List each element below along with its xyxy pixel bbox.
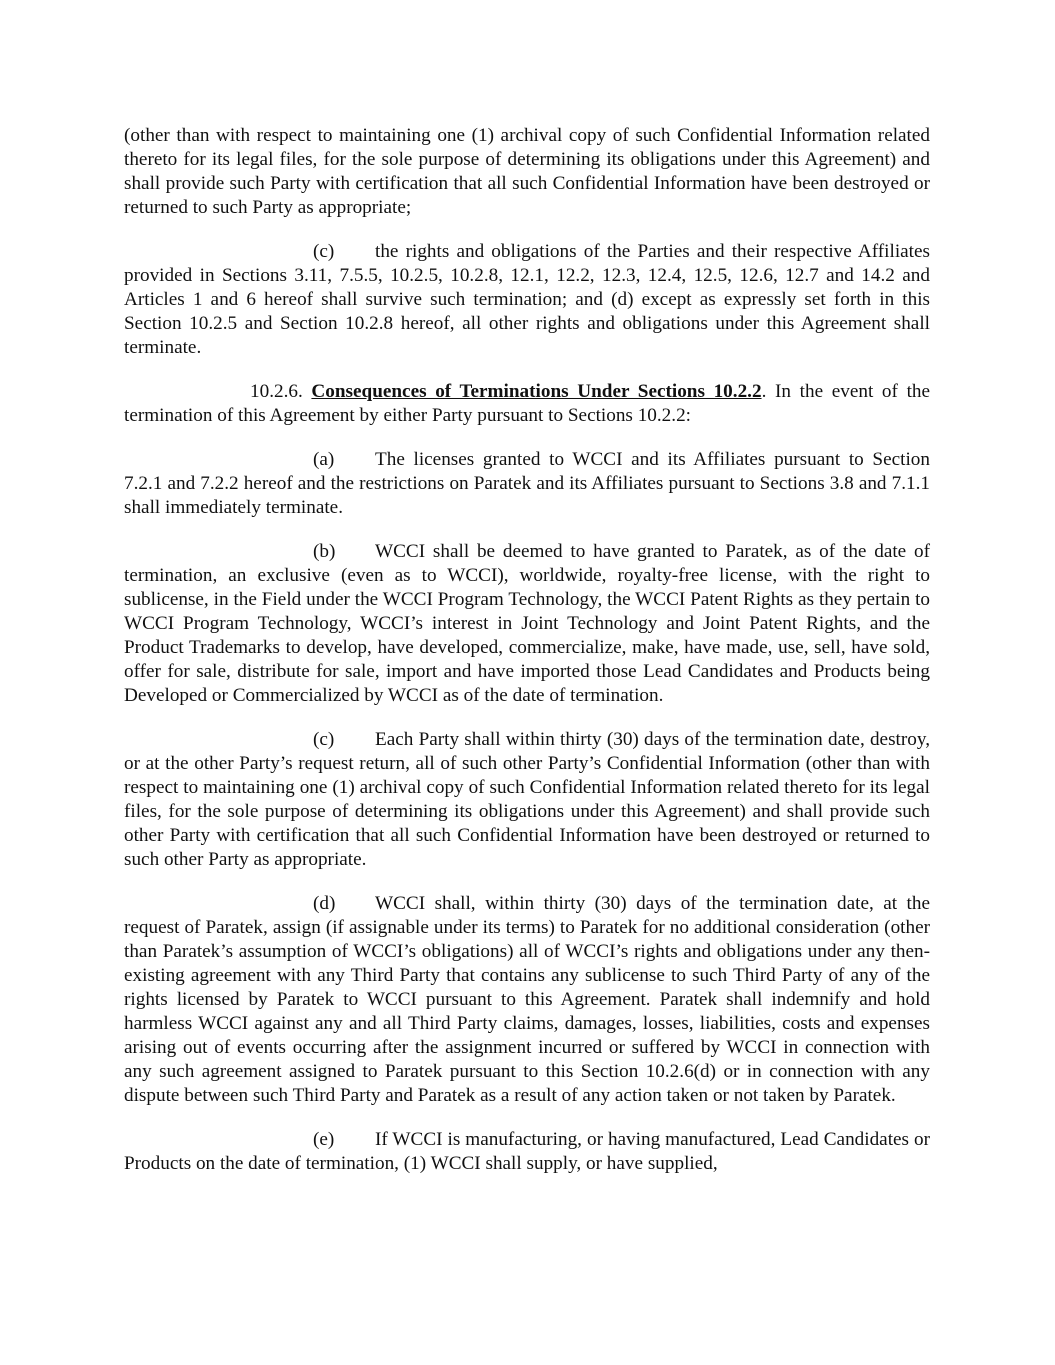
section-number: 10.2.6. — [250, 381, 312, 402]
paragraph-10-2-6-d — [124, 892, 930, 1108]
item-text: WCCI shall, within thirty (30) days of the termination date, at the request of Paratek, assign (if assignable under its terms) to Paratek for no additional consideration (other than Paratek’s assumption of WCCI’s obligations) all of WCCI’s rights and obligations under any then-existing agreement with any Third Party that contains any sublicense to such Third Party of any of the rights licensed by Paratek to WCCI pursuant to this Agreement. Paratek shall indemnify and hold harmless WCCI against any and all Third Party claims, damages, losses, liabilities, costs and expenses arising out of events occurring after the assignment incurred or suffered by WCCI in connection with any such agreement assigned to Paratek pursuant to this Section 10.2.6(d) or in connection with any dispute between such Third Party and Paratek as a result of any action taken or not taken by Paratek. — [124, 893, 930, 1106]
item-text: the rights and obligations of the Parties and their respective Affiliates provided in Sections 3.11, 7.5.5, 10.2.5, 10.2.8, 12.1, 12.2, 12.3, 12.4, 12.5, 12.6, 12.7 and 14.2 and Articles 1 and 6 hereof shall survive such termination; and (d) except as expressly set forth in this Section 10.2.5 and Section 10.2.8 hereof, all other rights and obligations under this Agreement shall terminate. — [124, 241, 930, 358]
paragraph-10-2-5-c — [124, 240, 930, 360]
paragraph-10-2-6-e — [124, 1128, 930, 1176]
section-text: . In the event of the termination of this Agreement by either Party pursuant to Sections 10.2.2: — [124, 381, 931, 426]
paragraph-10-2-6-c — [124, 728, 930, 872]
item-text: If WCCI is manufacturing, or having manufactured, Lead Candidates or Products on the date of termination, (1) WCCI shall supply, or have supplied, — [124, 1129, 930, 1174]
section-10-2-6 — [124, 380, 930, 428]
item-label: (e) — [313, 1129, 335, 1150]
item-label: (c) — [313, 729, 335, 750]
item-text: Each Party shall within thirty (30) days of the termination date, destroy, or at the other Party’s request return, all of such other Party’s Confidential Information (other than with respect to maintaining one (1) archival copy of such Confidential Information related thereto for its legal files, for the sole purpose of determining its obligations under this Agreement) and shall provide such other Party with certification that all such Confidential Information have been destroyed or returned to such other Party as appropriate. — [124, 729, 930, 870]
item-text: WCCI shall be deemed to have granted to Paratek, as of the date of termination, an exclusive (even as to WCCI), worldwide, royalty-free license, with the right to sublicense, in the Field under the WCCI Program Technology, the WCCI Patent Rights as they pertain to WCCI Program Technology, WCCI’s interest in Joint Technology and Joint Patent Rights, and the Product Trademarks to develop, have developed, commercialize, make, have made, use, sell, have sold, offer for sale, distribute for sale, import and have imported those Lead Candidates and Products being Developed or Commercialized by WCCI as of the date of termination. — [124, 541, 930, 706]
paragraph-continuation: (other than with respect to maintaining one (1) archival copy of such Confidential Information related thereto for its legal files, for the sole purpose of determining its obligations under this Agreement) and shall provide such Party with certification that all such Confidential Information have been destroyed or returned to such Party as appropriate; — [124, 125, 930, 218]
document-page — [124, 124, 930, 1196]
section-heading: Consequences of Terminations Under Sections 10.2.2 — [311, 381, 762, 402]
item-label: (b) — [313, 541, 336, 562]
item-label: (d) — [313, 893, 336, 914]
paragraph-10-2-6-a — [124, 448, 930, 520]
item-label: (c) — [313, 241, 335, 262]
item-text: The licenses granted to WCCI and its Affiliates pursuant to Section 7.2.1 and 7.2.2 hereof and the restrictions on Paratek and its Affiliates pursuant to Sections 3.8 and 7.1.1 shall immediately terminate. — [124, 449, 930, 518]
item-label: (a) — [313, 449, 335, 470]
paragraph-10-2-6-b — [124, 540, 930, 708]
